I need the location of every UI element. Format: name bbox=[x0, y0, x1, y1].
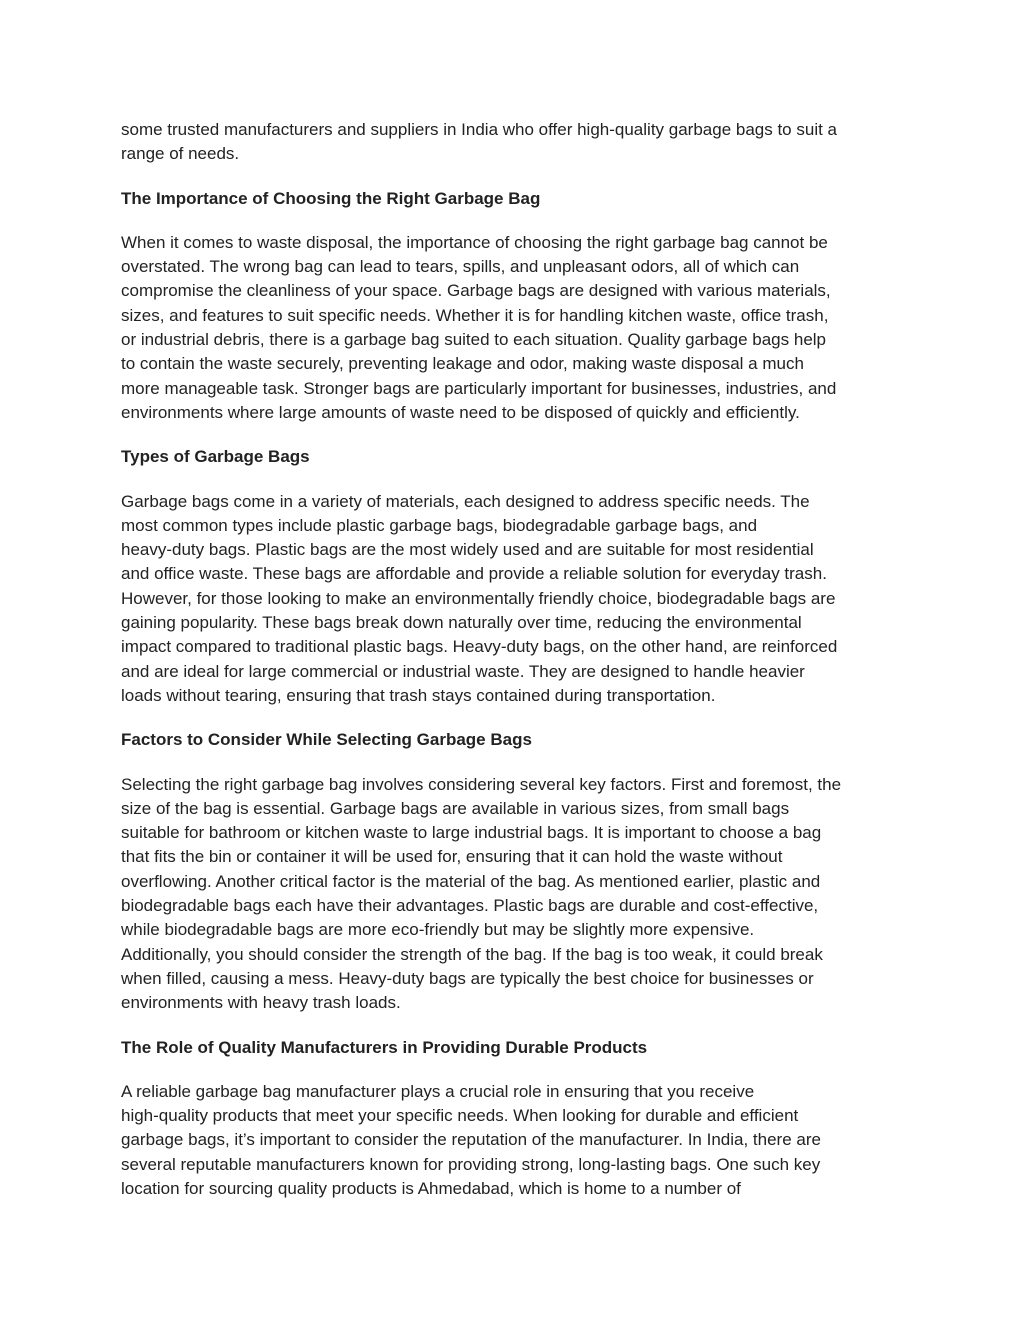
section-heading-role: The Role of Quality Manufacturers in Providing Durable Products bbox=[121, 1037, 648, 1057]
section-body-role: A reliable garbage bag manufacturer plays a crucial role in ensuring that you receive high-quality products that meet your specific needs. When looking for durable and efficient garbage bags, it’s important to consider the reputation of the manufacturer. In India, there are several reputable manufacturers known for providing strong, long-lasting bags. One such key location for sourcing quality products is Ahmedabad, which is home to a number of bbox=[121, 1081, 821, 1198]
section-body-factors: Selecting the right garbage bag involves considering several key factors. First and foremost, the size of the bag is essential. Garbage bags are available in various sizes, from small bags suitable for bathroom or kitchen waste to large industrial bags. It is important to choose a bag that fits the bin or container it will be used for, ensuring that it can hold the waste without overflowing. Another critical factor is the material of the bag. As mentioned earlier, plastic and biodegradable bags each have their advantages. Plastic bags are durable and cost-effective, while biodegradable bags are more eco-friendly but may be slightly more expensive. Additionally, you should consider the strength of the bag. If the bag is too weak, it could break when filled, causing a mess. Heavy-duty bags are typically the best choice for businesses or environments with heavy trash loads. bbox=[121, 774, 842, 1013]
section-heading-factors: Factors to Consider While Selecting Garbage Bags bbox=[121, 730, 532, 750]
section-heading-importance: The Importance of Choosing the Right Garbage Bag bbox=[121, 188, 541, 208]
section-body-importance: When it comes to waste disposal, the importance of choosing the right garbage bag cannot be overstated. The wrong bag can lead to tears, spills, and unpleasant odors, all of which can compromise the cleanliness of your space. Garbage bags are designed with various materials, sizes, and features to suit specific needs. Whether it is for handling kitchen waste, office trash, or industrial debris, there is a garbage bag suited to each situation. Quality garbage bags help to contain the waste securely, preventing leakage and odor, making waste disposal a much more manageable task. Stronger bags are particularly important for businesses, industries, and environments where large amounts of waste need to be disposed of quickly and efficiently. bbox=[121, 232, 837, 422]
intro-paragraph: some trusted manufacturers and suppliers in India who offer high-quality garbage bags to suit a range of needs. bbox=[121, 120, 837, 164]
section-heading-types: Types of Garbage Bags bbox=[121, 447, 310, 467]
section-body-types: Garbage bags come in a variety of materials, each designed to address specific needs. The most common types include plastic garbage bags, biodegradable garbage bags, and heavy-duty bags. Plastic bags are the most widely used and are suitable for most residential and office waste. These bags are affordable and provide a reliable solution for everyday trash. However, for those looking to make an environmentally friendly choice, biodegradable bags are gaining popularity. These bags break down naturally over time, reducing the environmental impact compared to traditional plastic bags. Heavy-duty bags, on the other hand, are reinforced and are ideal for large commercial or industrial waste. They are designed to handle heavier loads without tearing, ensuring that trash stays contained during transportation. bbox=[121, 491, 838, 705]
document-content bbox=[121, 118, 905, 1221]
